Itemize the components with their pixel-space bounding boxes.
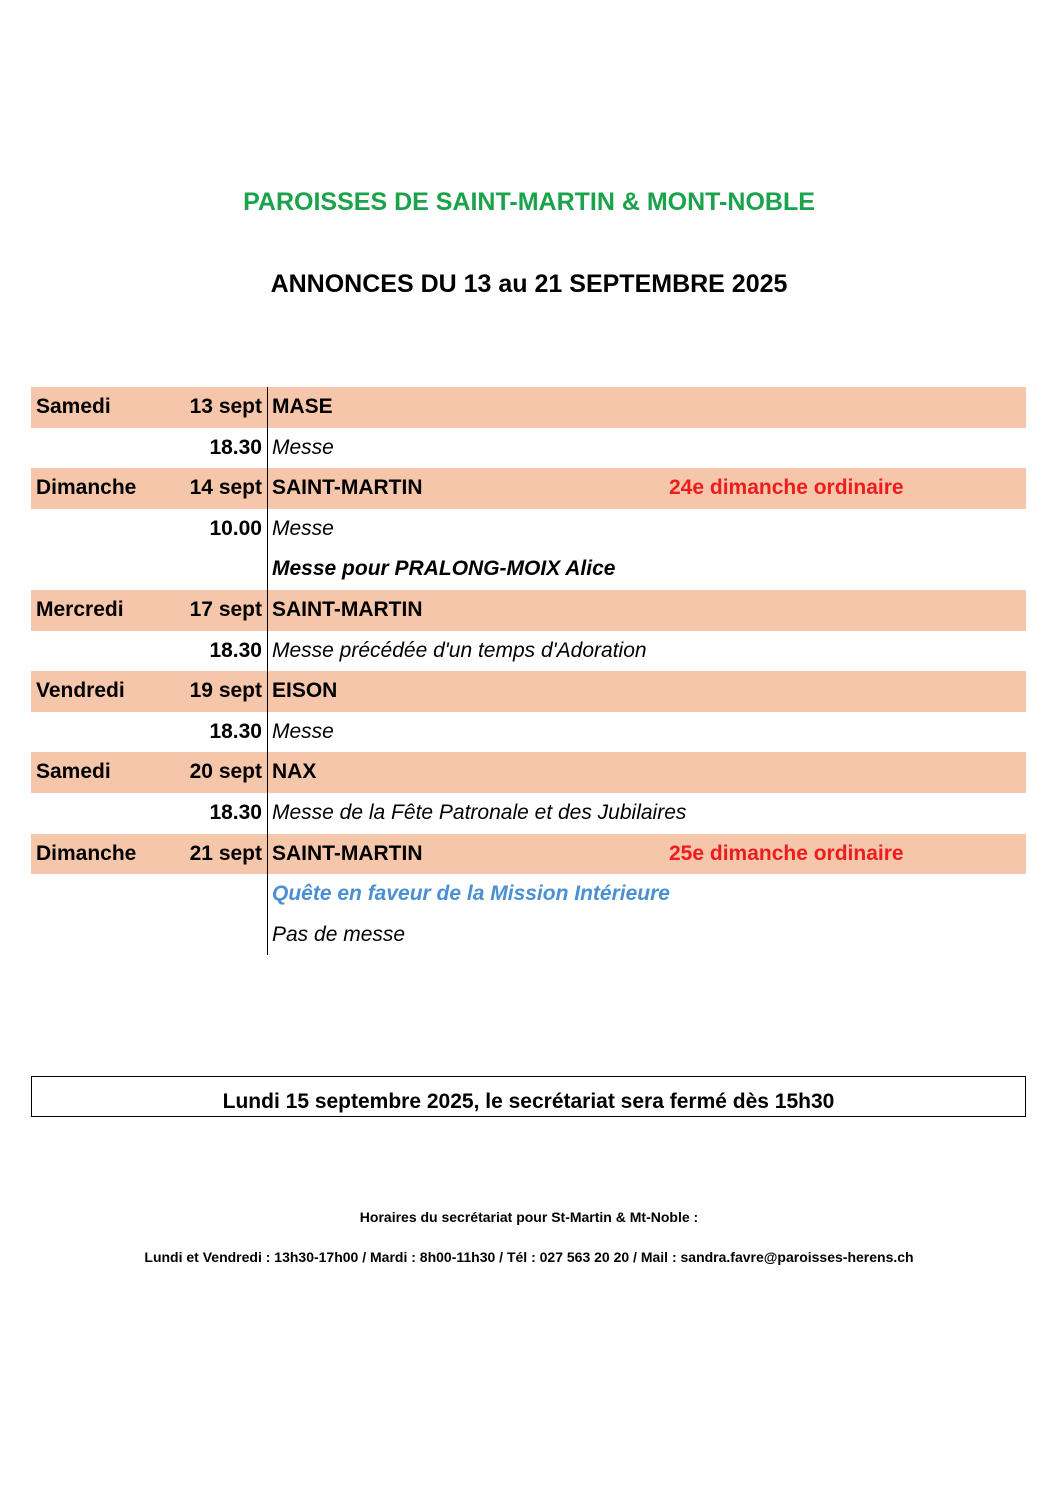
event-row — [31, 509, 1026, 550]
day-date: 21 sept — [189, 841, 262, 865]
place-name: MASE — [272, 395, 333, 418]
place-name: SAINT-MARTIN — [272, 597, 423, 621]
announcement-title: ANNONCES DU 13 au 21 SEPTEMBRE 2025 — [270, 270, 788, 298]
day-name: Samedi — [36, 760, 111, 784]
column-divider — [267, 387, 268, 955]
day-date: 17 sept — [189, 597, 262, 621]
secretariat-title: Horaires du secrétariat pour St-Martin & Mt-Noble : — [359, 1209, 699, 1225]
liturgical-note: 24e dimanche ordinaire — [669, 476, 904, 500]
day-name: Dimanche — [36, 841, 137, 865]
event-row — [31, 793, 1026, 834]
day-date: 13 sept — [189, 395, 262, 418]
event-text: Messe précédée d'un temps d'Adoration — [272, 638, 647, 662]
day-date: 19 sept — [189, 679, 262, 703]
place-name: EISON — [272, 679, 338, 703]
day-row — [31, 468, 1026, 509]
liturgical-note: 25e dimanche ordinaire — [669, 841, 904, 865]
event-text: Messe — [272, 435, 334, 459]
day-name: Mercredi — [36, 597, 124, 621]
event-text: Pas de messe — [272, 922, 406, 946]
place-name: SAINT-MARTIN — [272, 476, 423, 500]
event-text: Messe — [272, 719, 334, 743]
day-name: Dimanche — [36, 476, 137, 500]
event-text: Messe de la Fête Patronale et des Jubilaires — [272, 800, 687, 824]
event-time: 18.30 — [209, 435, 262, 459]
schedule-table — [31, 387, 1026, 955]
day-row — [31, 590, 1026, 631]
parish-title: PAROISSES DE SAINT-MARTIN & MONT-NOBLE — [243, 188, 815, 216]
day-row — [31, 834, 1026, 875]
day-row — [31, 752, 1026, 793]
collection-note: Quête en faveur de la Mission Intérieure — [272, 882, 670, 906]
secretariat-hours: Lundi et Vendredi : 13h30-17h00 / Mardi : 8h00-11h30 / Tél : 027 563 20 20 / Mail : sandra.favre@paroisses-herens.ch — [144, 1249, 914, 1265]
event-time: 18.30 — [209, 638, 262, 662]
event-time: 18.30 — [209, 719, 262, 743]
event-text: Messe — [272, 516, 334, 540]
event-row — [31, 712, 1026, 753]
event-row — [31, 631, 1026, 672]
day-date: 20 sept — [189, 760, 262, 784]
event-row — [31, 549, 1026, 590]
day-row — [31, 387, 1026, 428]
day-name: Samedi — [36, 395, 111, 418]
place-name: NAX — [272, 760, 317, 784]
event-time: 10.00 — [209, 516, 262, 540]
event-row — [31, 428, 1026, 469]
place-name: SAINT-MARTIN — [272, 841, 423, 865]
event-time: 18.30 — [209, 800, 262, 824]
closure-notice: Lundi 15 septembre 2025, le secrétariat sera fermé dès 15h30 — [31, 1076, 1026, 1117]
day-row — [31, 671, 1026, 712]
day-name: Vendredi — [36, 679, 125, 703]
event-row — [31, 874, 1026, 915]
event-row — [31, 915, 1026, 956]
mass-intention: Messe pour PRALONG-MOIX Alice — [272, 557, 616, 581]
day-date: 14 sept — [189, 476, 262, 500]
